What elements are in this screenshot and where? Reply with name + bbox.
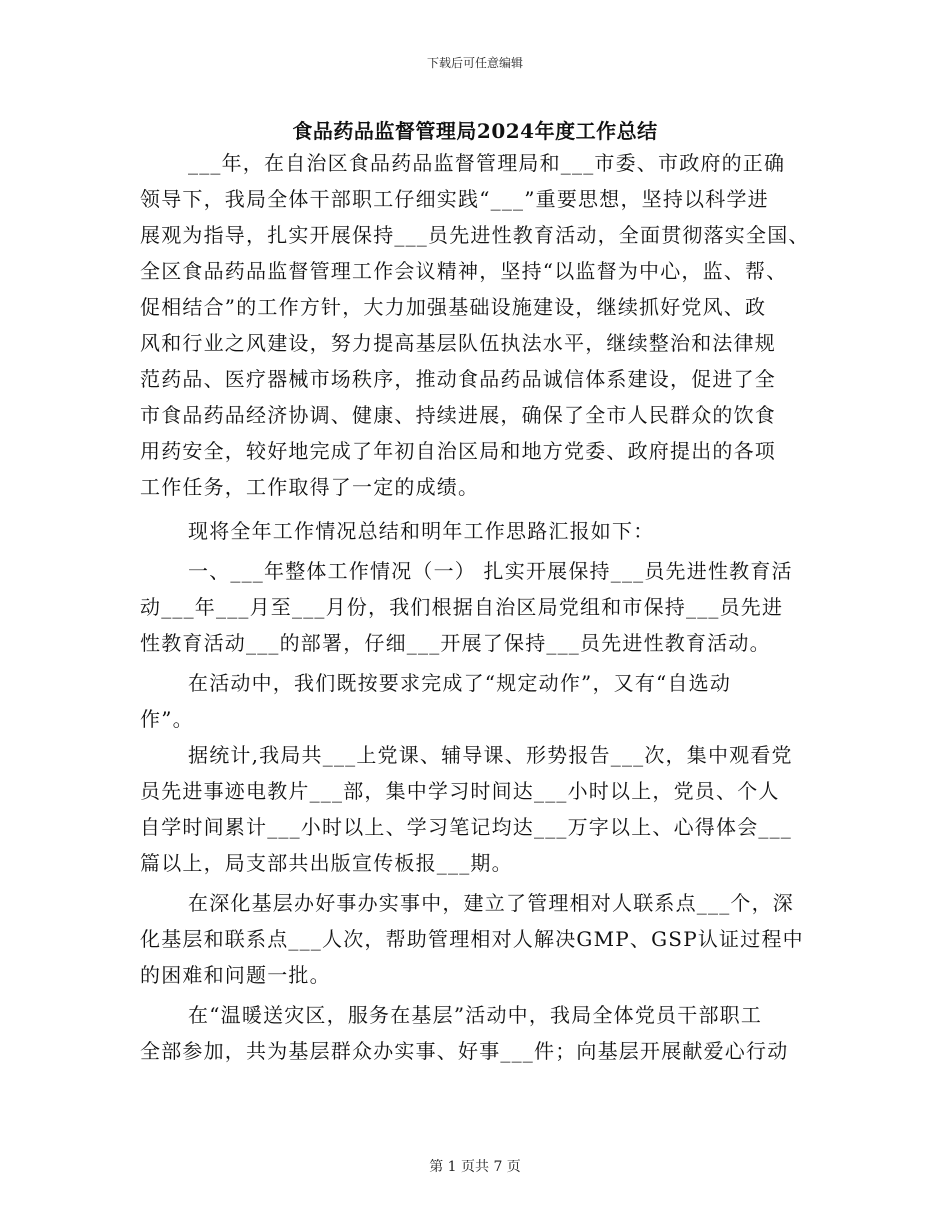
- body-line: 一、___年整体工作情况（一） 扎实开展保持___员先进性教育活: [188, 559, 793, 583]
- body-line: 现将全年工作情况总结和明年工作思路汇报如下：: [188, 519, 655, 543]
- body-line: 用药安全，较好地完成了年初自治区局和地方党委、政府提出的各项: [140, 439, 776, 463]
- body-line: ___年，在自治区食品药品监督管理局和___市委、市政府的正确: [188, 151, 786, 175]
- body-line: 性教育活动___的部署，仔细___开展了保持___员先进性教育活动。: [140, 631, 771, 655]
- body-line: 的困难和问题一批。: [140, 963, 331, 987]
- body-line: 在活动中，我们既按要求完成了“规定动作”，又有“自选动: [188, 671, 732, 695]
- body-line: 动___年___月至___月份，我们根据自治区局党组和市保持___员先进: [140, 595, 784, 619]
- body-line: 据统计,我局共___上党课、辅导课、形势报告___次，集中观看党: [188, 743, 793, 767]
- body-line: 员先进事迹电教片___部，集中学习时间达___小时以上，党员、个人: [140, 779, 780, 803]
- body-line: 工作任务，工作取得了一定的成绩。: [140, 475, 480, 499]
- body-line: 作”。: [140, 707, 194, 731]
- body-line: 范药品、医疗器械市场秩序，推动食品药品诚信体系建设，促进了全: [140, 367, 776, 391]
- body-line: 全部参加，共为基层群众办实事、好事___件；向基层开展献爱心行动: [140, 1039, 789, 1063]
- body-line: 市食品药品经济协调、健康、持续进展，确保了全市人民群众的饮食: [140, 403, 776, 427]
- body-line: 篇以上，局支部共出版宣传板报___期。: [140, 851, 513, 875]
- header-note: 下载后可任意编辑: [426, 56, 523, 70]
- body-line: 领导下，我局全体干部职工仔细实践“___”重要思想，坚持以科学进: [140, 187, 769, 211]
- body-line: 化基层和联系点___人次，帮助管理相对人解决GMP、GSP认证过程中: [140, 927, 804, 951]
- document-title: 食品药品监督管理局2024年度工作总结: [292, 119, 658, 143]
- body-line: 展观为指导，扎实开展保持___员先进性教育活动，全面贯彻落实全国、: [140, 223, 810, 247]
- body-line: 在深化基层办好事办实事中，建立了管理相对人联系点___个，深: [188, 891, 794, 915]
- body-line: 风和行业之风建设，努力提高基层队伍执法水平，继续整治和法律规: [140, 331, 776, 355]
- body-line: 全区食品药品监督管理工作会议精神，坚持“以监督为中心，监、帮、: [140, 259, 788, 283]
- body-line: 促相结合”的工作方针，大力加强基础设施建设，继续抓好党风、政: [140, 295, 767, 319]
- body-line: 在“温暖送灾区，服务在基层”活动中，我局全体党员干部职工: [188, 1003, 763, 1027]
- page-number-footer: 第 1 页共 7 页: [429, 1159, 521, 1175]
- body-line: 自学时间累计___小时以上、学习笔记均达___万字以上、心得体会___: [140, 815, 792, 839]
